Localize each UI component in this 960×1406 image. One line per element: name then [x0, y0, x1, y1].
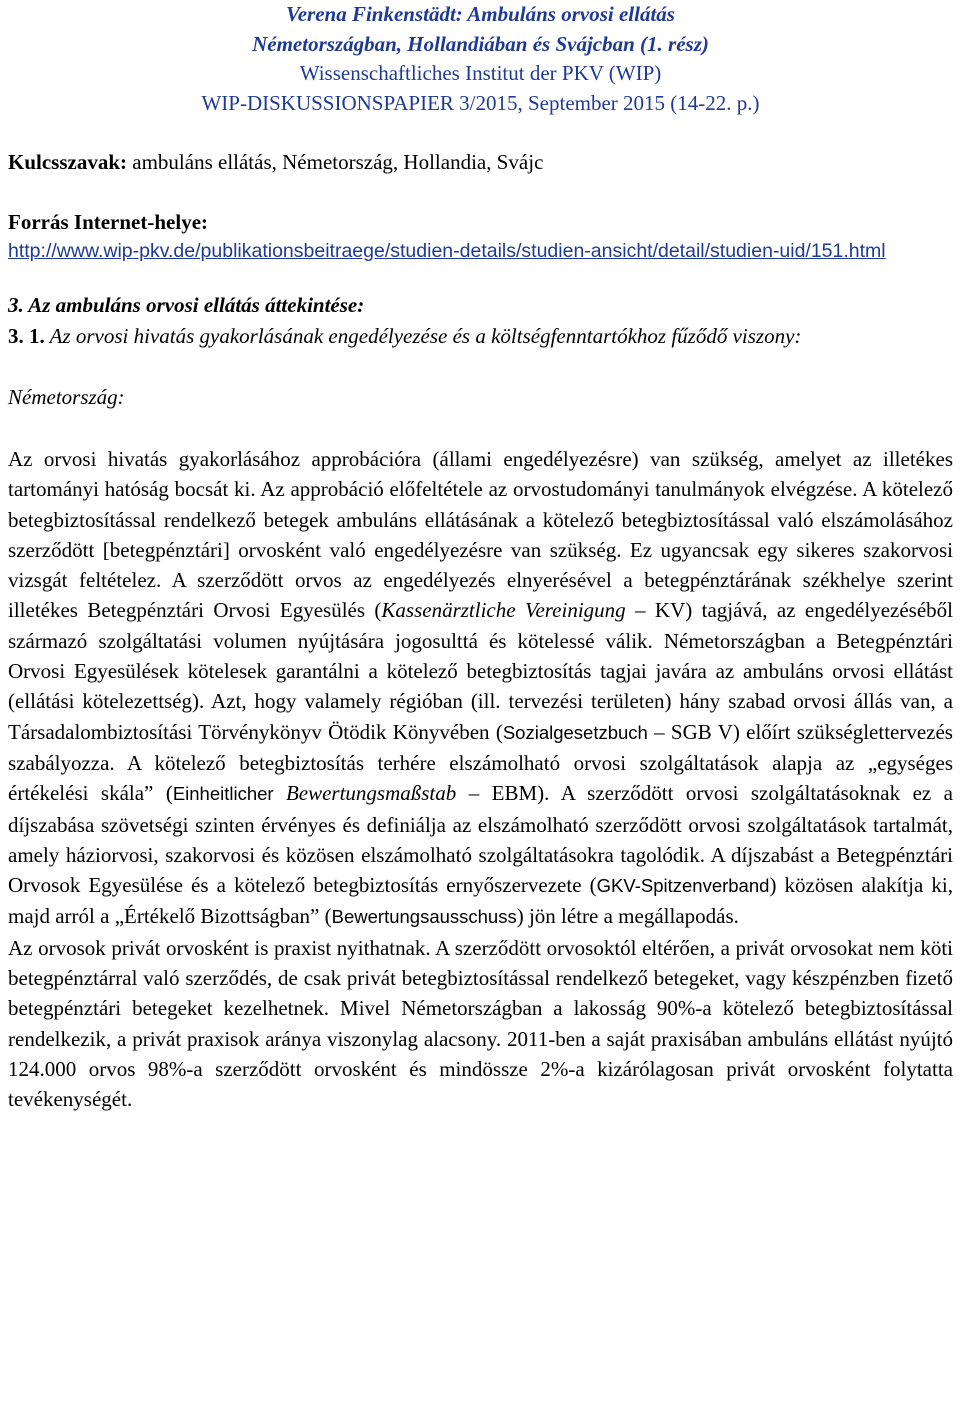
paragraph-text: Az orvosi hivatás gyakorlásához approbációra (állami engedélyezésre) van szükség, amelyet az illetékes tartományi hatóság bocsát ki. Az approbáció előfeltétele az orvostudományi tanulmányok elvégzése. A kötelező betegbiztosítással rendelkező betegek ambuláns ellátásának a kötelező betegbiztosítással való elszámolásához szerződött [betegpénztári] orvosként való engedélyezésre van szükség. Ez ugyancsak egy sikeres szakorvosi vizsgát feltételez. A szerződött orvos az engedélyezés elnyerésével a betegpénztárának székhelye szerint illetékes Betegpénztári Orvosi Egyesülés (: [8, 447, 953, 623]
document-page: [8, 0, 953, 1115]
citation-title-cont: Németországban, Hollandiában és Svájcban (1. rész): [252, 31, 709, 56]
citation-author-title: Verena Finkenstädt: Ambuláns orvosi ellátás: [286, 2, 675, 26]
foreign-term: Bewertungsausschuss: [331, 906, 517, 928]
foreign-term: GKV-Spitzenverband: [596, 875, 770, 897]
subsection-heading: [8, 321, 953, 351]
paragraph-text: – KV) tagjává, az engedélyezéséből származó szolgáltatási volumen nyújtására jogosulttá és kötelessé válik. Németországban a Betegpénztári Orvosi Egyesülések kötelesek garantálni a kötelező betegbiztosítás tagjai javára az ambuláns orvosi ellátást (ellátási kötelezettség). Azt, hogy valamely régióban (ill. tervezési területen) hány szabad orvosi állás van, a Társadalombiztosítási Törvénykönyv Ötödik Könyvében (: [8, 598, 953, 744]
paragraph-text: ) közösen alakítja ki, majd arról a „Értékelő Bizottságban” (: [8, 873, 953, 929]
keywords-label: Kulcsszavak:: [8, 150, 128, 174]
country-heading: Németország:: [8, 385, 125, 409]
paragraph-text: ) jön létre a megállapodás.: [516, 904, 739, 929]
citation-series: WIP-DISKUSSIONSPAPIER 3/2015, September 2015 (14-22. p.): [201, 90, 760, 115]
subsection-number: 3. 1.: [8, 324, 45, 348]
paragraph-text: – SGB V) előírt szükséglettervezés szabályozza. A kötelező betegbiztosítás terhére elszámolható orvosi szolgáltatások alapja az „egységes értékelési skála” (: [8, 719, 953, 806]
source-link[interactable]: http://www.wip-pkv.de/publikationsbeitraege/studien-details/studien-ansicht/detail/studien-uid/151.html: [8, 240, 886, 262]
citation-header: [8, 0, 953, 118]
foreign-term: Einheitlicher: [172, 783, 286, 805]
foreign-term: Kassenärztliche Vereinigung: [381, 598, 626, 623]
foreign-term: Sozialgesetzbuch: [502, 721, 648, 743]
source-label: Forrás Internet-helye:: [8, 210, 209, 234]
paragraph-text: – EBM). A szerződött orvosi szolgáltatásoknak ez a díjszabása szövetségi szinten érvényes és definiálja az elszámolható szerződött orvosi szolgáltatások tartalmát, amely háziorvosi, szakorvosi és közösen elszámolható szolgáltatásokra tagolódik. A díjszabást a Betegpénztári Orvosok Egyesülése és a kötelező betegbiztosítás ernyőszervezete (: [8, 781, 953, 898]
body-text: [8, 444, 953, 1115]
keywords-line: [8, 148, 953, 177]
foreign-term: Bewertungsmaßstab: [285, 781, 457, 806]
paragraph: Az orvosok privát orvosként is praxist nyithatnak. A szerződött orvosoktól eltérően, a privát orvosokat nem köti betegpénztárral való szerződés, de csak privát betegbiztosítással rendelkező betegeket, vagy készpénzben fizető betegpénztári betegeket kezelhetnek. Mivel Németországban a lakosság 90%-a kötelező betegbiztosítással rendelkezik, a privát praxisok aránya viszonylag alacsony. 2011-ben a saját praxisában ambuláns ellátást nyújtó 124.000 orvos 98%-a szerződött orvosként és mindössze 2%-a kizárólagosan privát orvosként folytatta tevékenységét.: [8, 935, 953, 1112]
paragraph: [8, 444, 953, 933]
subsection-title: Az orvosi hivatás gyakorlásának engedélyezése és a költségfenntartókhoz fűződő viszony:: [44, 324, 802, 348]
citation-publisher: Wissenschaftliches Institut der PKV (WIP): [299, 61, 662, 85]
section-heading: 3. Az ambuláns orvosi ellátás áttekintése:: [8, 293, 365, 317]
keywords-value: ambuláns ellátás, Németország, Hollandia, Svájc: [127, 150, 544, 174]
